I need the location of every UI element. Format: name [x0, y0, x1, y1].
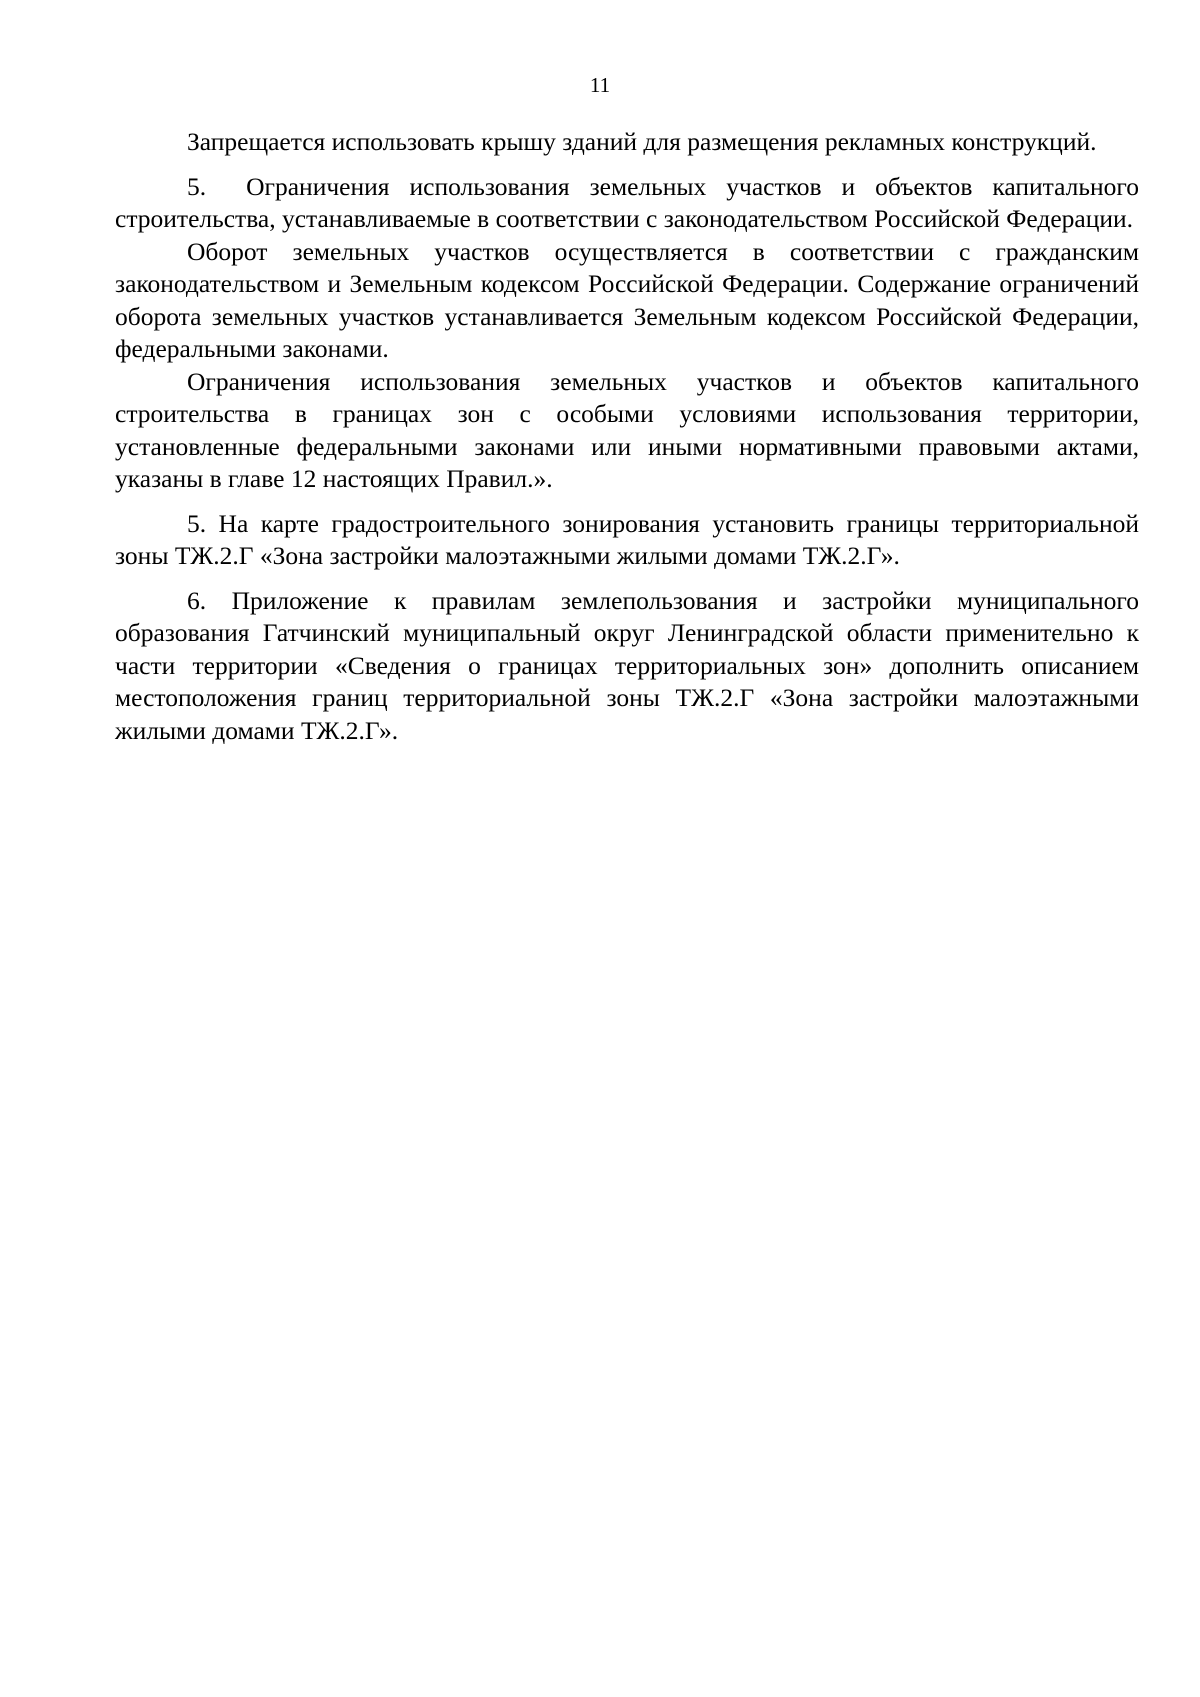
page-number: 11 — [589, 73, 611, 97]
document-body — [115, 126, 1139, 747]
paragraph-special-zones: Ограничения использования земельных участков и объектов капитального строительства в границах зон с особыми условиями использования территории, установленные федеральными законами или иными нормативными правовыми актами, указаны в главе 12 настоящих Правил.». — [115, 366, 1139, 493]
paragraph-zoning-map: 5. На карте градостроительного зонирования установить границы территориальной зоны ТЖ.2.Г «Зона застройки малоэтажными жилыми домами ТЖ.2.Г». — [115, 508, 1139, 570]
paragraph-restrictions-heading: 5. Ограничения использования земельных участков и объектов капитального строительства, устанавливаемые в соответствии с законодательством Российской Федерации. — [115, 171, 1139, 233]
paragraph-roof-advertising: Запрещается использовать крышу зданий для размещения рекламных конструкций. — [187, 127, 1097, 156]
paragraph-appendix: 6. Приложение к правилам землепользования и застройки муниципального образования Гатчинский муниципальный округ Ленинградской области применительно к части территории «Сведения о границах территориальных зон» дополнить описанием местоположения границ территориальной зоны ТЖ.2.Г «Зона застройки малоэтажными жилыми домами ТЖ.2.Г». — [115, 585, 1139, 745]
paragraph-land-turnover: Оборот земельных участков осуществляется в соответствии с гражданским законодательством и Земельным кодексом Российской Федерации. Содержание ограничений оборота земельных участков устанавливается Земельным кодексом Российской Федерации, федеральными законами. — [115, 236, 1139, 363]
